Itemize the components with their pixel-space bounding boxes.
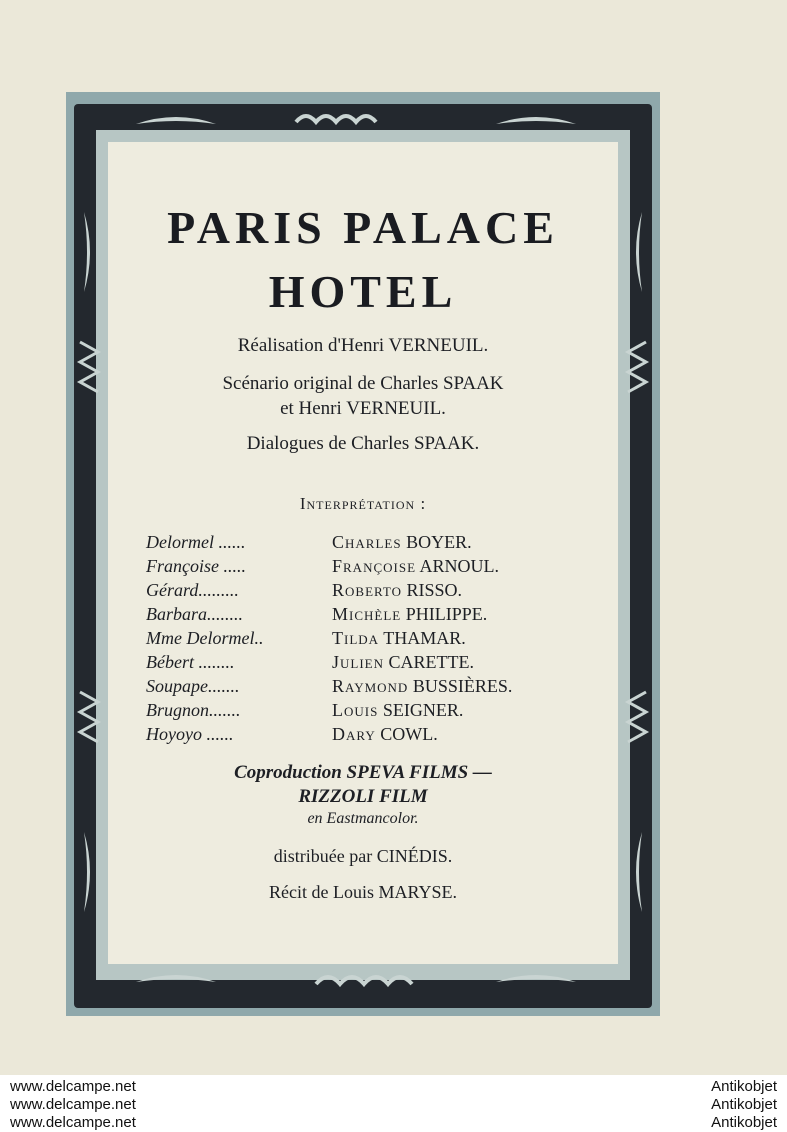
actor-first-name: Dary — [332, 724, 376, 744]
direction-credit: Réalisation d'Henri VERNEUIL. — [237, 335, 489, 356]
cast-actor — [332, 674, 512, 698]
watermark-seller: Antikobjet — [711, 1078, 777, 1095]
actor-first-name: Raymond — [332, 676, 409, 696]
actor-first-name: Françoise — [332, 556, 417, 576]
cast-actor — [332, 626, 466, 650]
actor-last-name: THAMAR. — [383, 628, 466, 648]
cast-list — [146, 530, 606, 746]
distribution-credit: distribuée par CINÉDIS. — [273, 846, 453, 866]
watermark-left — [10, 1078, 136, 1132]
cast-row — [146, 602, 606, 626]
cast-row — [146, 530, 606, 554]
cast-actor — [332, 602, 487, 626]
actor-first-name: Charles — [332, 532, 402, 552]
cast-role: Françoise ..... — [146, 556, 246, 576]
screenplay-credit-line-1: Scénario original de Charles SPAAK — [222, 373, 504, 394]
dialogue-credit: Dialogues de Charles SPAAK. — [246, 433, 480, 454]
actor-first-name: Michèle — [332, 604, 402, 624]
actor-last-name: BUSSIÈRES. — [412, 676, 513, 696]
actor-last-name: SEIGNER. — [382, 700, 464, 720]
cast-actor — [332, 698, 463, 722]
actor-first-name: Julien — [332, 652, 384, 672]
cast-actor — [332, 722, 438, 746]
cast-role: Soupape....... — [146, 676, 240, 696]
cast-row — [146, 626, 606, 650]
color-process: en Eastmancolor. — [307, 810, 419, 827]
coproduction-line-2: RIZZOLI FILM — [298, 786, 428, 807]
cast-role: Gérard......... — [146, 580, 239, 600]
cast-actor — [332, 530, 472, 554]
coproduction-line-1: Coproduction SPEVA FILMS — — [234, 762, 492, 783]
cast-row — [146, 722, 606, 746]
actor-last-name: COWL. — [380, 724, 438, 744]
cast-actor — [332, 650, 474, 674]
story-credit: Récit de Louis MARYSE. — [269, 882, 457, 902]
cast-row — [146, 650, 606, 674]
watermark-seller: Antikobjet — [711, 1114, 777, 1131]
cast-row — [146, 554, 606, 578]
actor-first-name: Louis — [332, 700, 379, 720]
cast-role: Brugnon....... — [146, 700, 241, 720]
cast-row — [146, 578, 606, 602]
actor-last-name: BOYER. — [406, 532, 472, 552]
cast-role: Hoyoyo ...... — [146, 724, 234, 744]
cast-role: Delormel ...... — [146, 532, 246, 552]
cast-row — [146, 698, 606, 722]
actor-first-name: Tilda — [332, 628, 380, 648]
watermark-right — [711, 1078, 777, 1132]
actor-last-name: ARNOUL. — [419, 556, 500, 576]
cast-actor — [332, 578, 462, 602]
cast-row — [146, 674, 606, 698]
cast-role: Bébert ........ — [146, 652, 235, 672]
watermark-url: www.delcampe.net — [10, 1114, 136, 1131]
title-line-1: PARIS PALACE — [167, 202, 559, 253]
watermark-url: www.delcampe.net — [10, 1096, 136, 1113]
actor-last-name: PHILIPPE. — [405, 604, 488, 624]
cast-actor — [332, 554, 499, 578]
actor-first-name: Roberto — [332, 580, 402, 600]
actor-last-name: RISSO. — [406, 580, 463, 600]
cast-role: Barbara........ — [146, 604, 244, 624]
cast-heading: Interprétation : — [299, 494, 427, 513]
cast-role: Mme Delormel.. — [146, 628, 264, 648]
watermark-seller: Antikobjet — [711, 1096, 777, 1113]
watermark-url: www.delcampe.net — [10, 1078, 136, 1095]
title-line-2: HOTEL — [268, 266, 458, 317]
actor-last-name: CARETTE. — [388, 652, 474, 672]
screenplay-credit-line-2: et Henri VERNEUIL. — [280, 398, 446, 419]
